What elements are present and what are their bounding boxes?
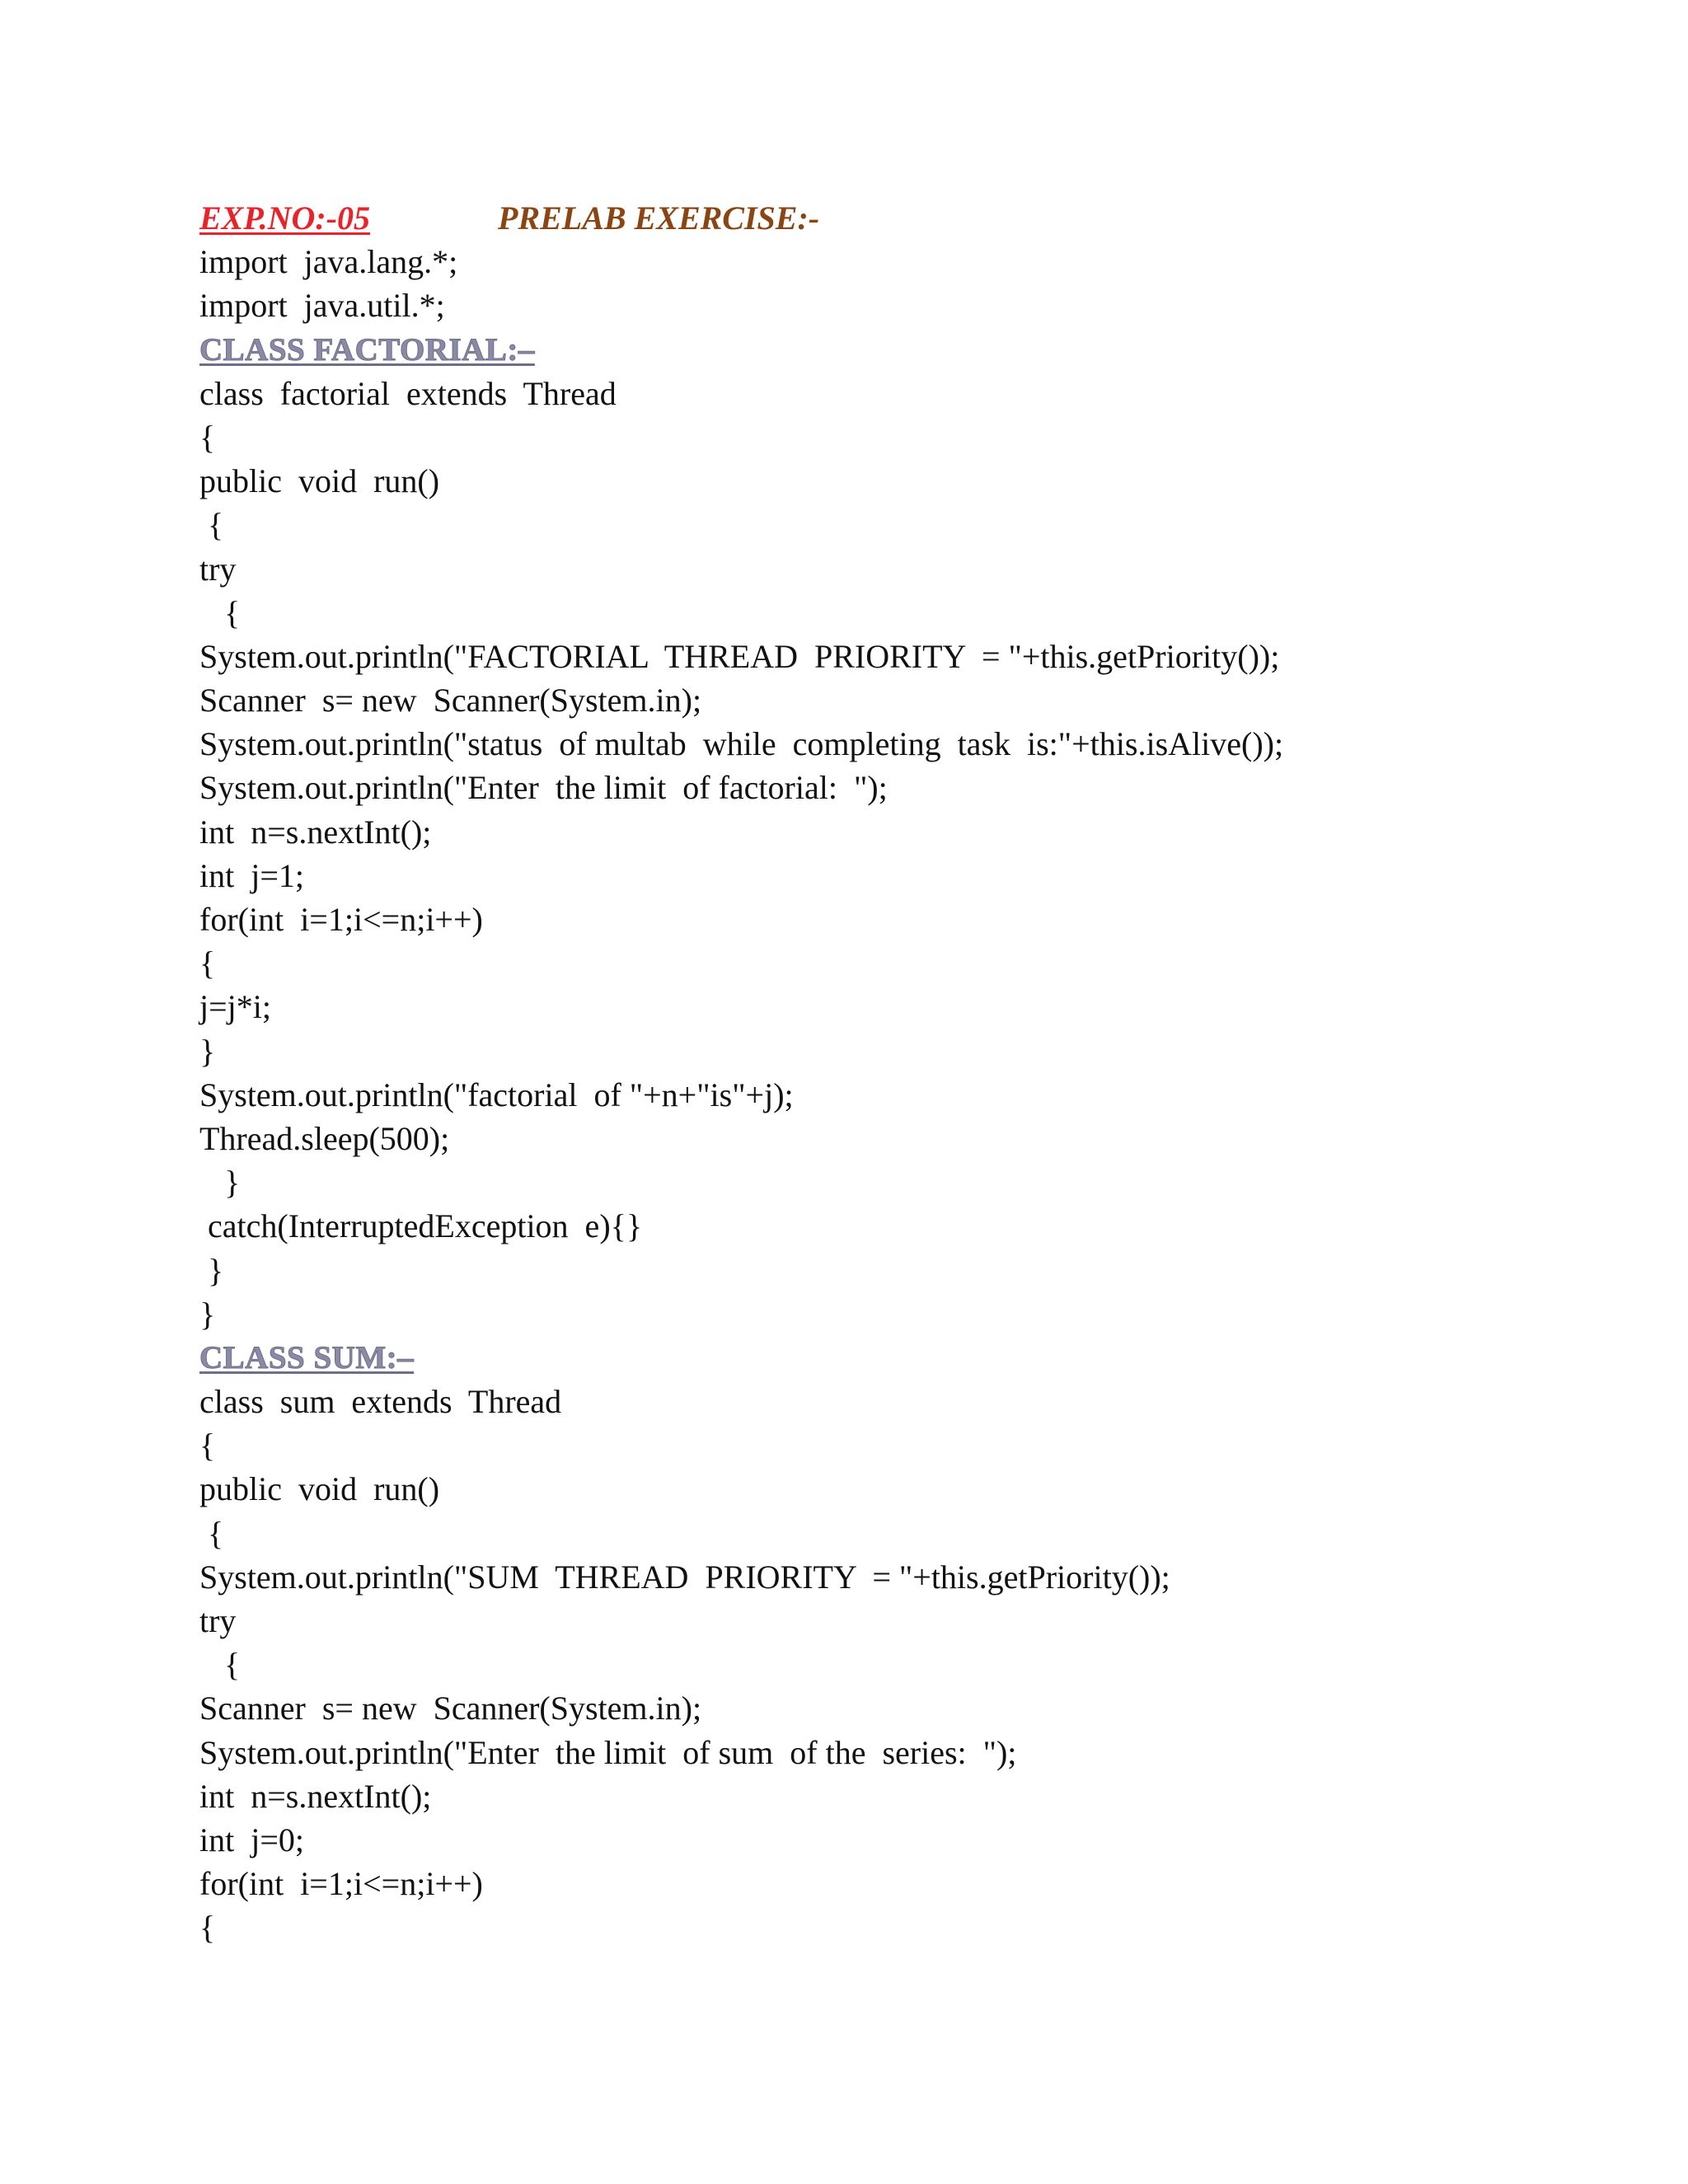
- factorial-class-heading: CLASS FACTORIAL:–: [199, 331, 535, 368]
- code-line: {: [199, 1427, 216, 1465]
- code-line: class sum extends Thread: [199, 1383, 562, 1421]
- sum-class-heading: CLASS SUM:–: [199, 1339, 415, 1376]
- code-line: int n=s.nextInt();: [199, 1777, 432, 1815]
- code-line: j=j*i;: [199, 988, 272, 1026]
- code-line: System.out.println("status of multab while completing task is:"+this.isAlive());: [199, 725, 1284, 763]
- code-line: System.out.println("FACTORIAL THREAD PRIORITY = "+this.getPriority());: [199, 637, 1280, 675]
- code-line: int j=0;: [199, 1821, 305, 1858]
- code-line: {: [199, 944, 216, 982]
- code-line: System.out.println("Enter the limit of sum of the series: ");: [199, 1733, 1017, 1771]
- code-line: for(int i=1;i<=n;i++): [199, 1865, 483, 1903]
- factorial-code-block: [199, 372, 1601, 1336]
- code-line: }: [199, 1164, 241, 1202]
- experiment-number: EXP.NO:-05: [199, 199, 371, 237]
- code-line: class factorial extends Thread: [199, 374, 617, 412]
- code-line: try: [199, 550, 237, 588]
- code-line: {: [199, 1646, 241, 1684]
- code-line: public void run(): [199, 462, 440, 500]
- sum-code-block: [199, 1380, 1601, 1949]
- code-line: {: [199, 418, 216, 456]
- code-line: System.out.println("factorial of "+n+"is"+j);: [199, 1076, 794, 1113]
- code-line: }: [199, 1032, 216, 1070]
- code-line: System.out.println("SUM THREAD PRIORITY = "+this.getPriority());: [199, 1558, 1170, 1596]
- import-line: import java.lang.*;: [199, 243, 458, 281]
- code-line: int n=s.nextInt();: [199, 813, 432, 851]
- code-line: }: [199, 1295, 216, 1333]
- code-line: for(int i=1;i<=n;i++): [199, 901, 483, 938]
- code-line: {: [199, 506, 224, 544]
- code-line: {: [199, 593, 241, 631]
- import-line: import java.util.*;: [199, 287, 445, 325]
- code-line: try: [199, 1602, 237, 1639]
- code-line: int j=1;: [199, 856, 305, 894]
- document-body: [199, 196, 1601, 1950]
- code-line: Scanner s= new Scanner(System.in);: [199, 1690, 702, 1727]
- code-line: System.out.println("Enter the limit of factorial: ");: [199, 769, 888, 807]
- code-line: catch(InterruptedException e){}: [199, 1207, 643, 1245]
- code-line: {: [199, 1514, 224, 1552]
- code-line: Thread.sleep(500);: [199, 1119, 450, 1157]
- experiment-header: [199, 196, 1601, 240]
- code-line: {: [199, 1909, 216, 1947]
- code-line: Scanner s= new Scanner(System.in);: [199, 682, 702, 719]
- exercise-title: PRELAB EXERCISE:-: [498, 199, 820, 237]
- code-line: }: [199, 1251, 224, 1289]
- code-line: public void run(): [199, 1470, 440, 1508]
